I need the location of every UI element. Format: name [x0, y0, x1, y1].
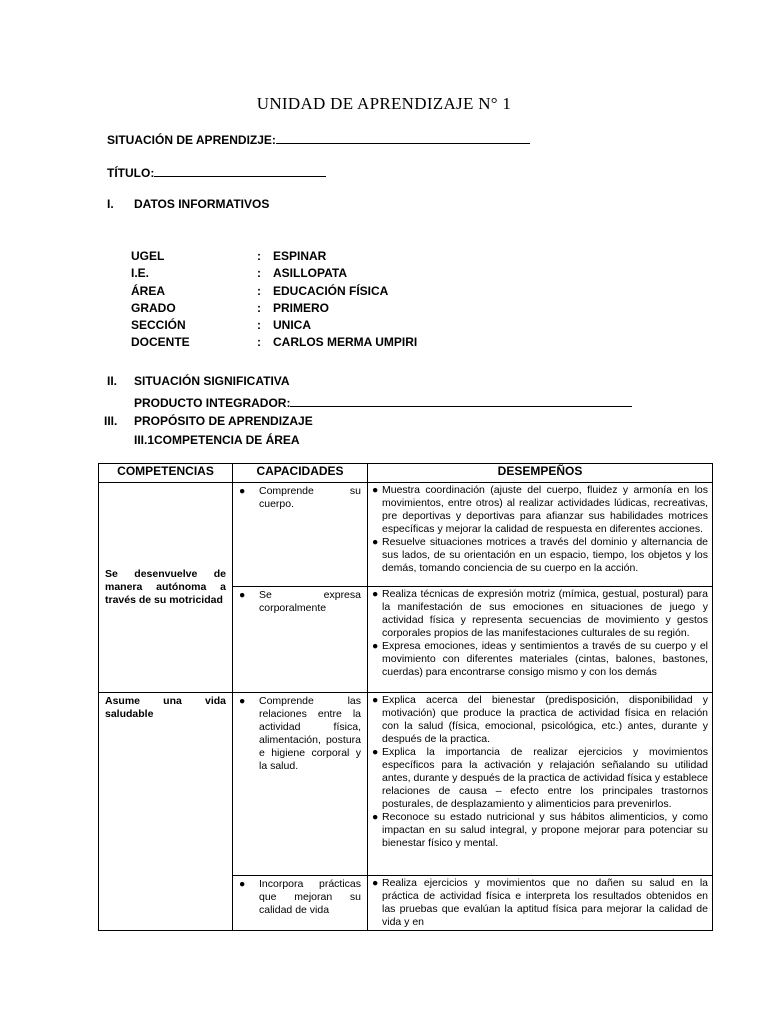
desempeno-text: Reconoce su estado nutricional y sus hábitos alimenticios, y como impactan en su salud integral, y propone mejorar para potenciar su bienestar físico y mental.	[382, 811, 708, 849]
info-sep: :	[257, 335, 261, 350]
info-label: ÁREA	[131, 283, 166, 298]
producto-line	[134, 395, 632, 410]
competencia-cell	[99, 483, 233, 693]
competencias-table	[98, 463, 713, 931]
bullet-icon: ●	[372, 640, 379, 652]
info-row-docente	[131, 334, 417, 351]
table-row	[99, 693, 713, 876]
capacidad-text: Comprende su cuerpo.	[259, 485, 361, 510]
capacidad-cell	[233, 876, 368, 931]
table-row	[99, 483, 713, 587]
desempeno-cell	[368, 483, 713, 587]
desempeno-text: Explica la importancia de realizar ejercicios y movimientos específicos para la activación y relajación señalando su utilidad antes, durante y después de la practica de actividad física y establece relaciones de causa – efecto entre los principales trastornos posturales, de desplazamiento y alimenticios para prevenirlos.	[382, 746, 708, 810]
info-label: SECCIÓN	[131, 318, 186, 333]
section-iii-heading	[104, 414, 313, 428]
titulo-label: TÍTULO:	[107, 166, 155, 180]
info-label: DOCENTE	[131, 335, 190, 350]
header-competencias: COMPETENCIAS	[99, 464, 233, 483]
titulo-line	[107, 165, 326, 180]
situacion-line	[107, 132, 530, 147]
info-value: ESPINAR	[273, 249, 327, 263]
info-sep: :	[257, 283, 261, 298]
desempeno-text: Muestra coordinación (ajuste del cuerpo, fluidez y armonía en los movimientos, entre otros) al realizar actividades lúdicas, recreativas, pre deportivas y deportivas para afianzar sus habilidades motrices específicas y mejorar la calidad de respuesta en diferentes acciones.	[382, 484, 708, 535]
capacidad-cell	[233, 483, 368, 587]
bullet-icon: ●	[372, 484, 379, 496]
desempeno-cell	[368, 876, 713, 931]
titulo-blank	[154, 165, 326, 177]
info-row-area	[131, 283, 417, 300]
desempeno-cell	[368, 587, 713, 693]
bullet-icon: ●	[372, 877, 379, 889]
info-value: CARLOS MERMA UMPIRI	[273, 335, 418, 350]
bullet-icon: ●	[372, 536, 379, 548]
info-value: UNICA	[273, 318, 311, 333]
desempeno-cell	[368, 693, 713, 876]
header-capacidades: CAPACIDADES	[233, 464, 368, 483]
info-row-ie	[131, 265, 417, 282]
info-sep: :	[257, 249, 261, 263]
producto-label: PRODUCTO INTEGRADOR:	[134, 396, 291, 410]
section-iii-label: PROPÓSITO DE APRENDIZAJE	[134, 414, 313, 428]
situacion-label: SITUACIÓN DE APRENDIZJE:	[107, 133, 276, 147]
section-i-heading	[107, 197, 269, 211]
section-i-number: I.	[107, 197, 114, 211]
section-ii-number: II.	[107, 374, 118, 388]
info-label: UGEL	[131, 249, 165, 263]
section-i-label: DATOS INFORMATIVOS	[134, 197, 270, 211]
info-label: GRADO	[131, 300, 176, 315]
bullet-icon: ●	[239, 589, 246, 601]
info-value: EDUCACIÓN FÍSICA	[273, 283, 389, 298]
bullet-icon: ●	[239, 485, 246, 497]
capacidad-text: Comprende las relaciones entre la actividad física, alimentación, postura e higiene corporal y la salud.	[259, 695, 361, 772]
desempeno-text: Expresa emociones, ideas y sentimientos a través de su cuerpo y el movimiento con diferentes materiales (cintas, balones, bastones, cuerdas) para encontrarse consigo mismo y con los demás	[382, 640, 708, 678]
info-row-grado	[131, 300, 417, 317]
desempeno-text: Realiza técnicas de expresión motriz (mímica, gestual, postural) para la manifestación de sus emociones en situaciones de juego y actividad física y representa secuencias de movimiento y gestos corporales propios de las manifestaciones culturales de su región.	[382, 588, 708, 639]
table-header-row	[99, 464, 713, 483]
info-sep: :	[257, 318, 261, 333]
producto-blank	[290, 395, 632, 407]
bullet-icon: ●	[372, 746, 379, 758]
info-value: PRIMERO	[273, 300, 330, 315]
page-title: UNIDAD DE APRENDIZAJE N° 1	[256, 94, 512, 113]
header-desempenos: DESEMPEÑOS	[368, 464, 713, 483]
bullet-icon: ●	[372, 588, 379, 600]
capacidad-text: Se expresa corporalmente	[259, 589, 361, 614]
desempeno-text: Realiza ejercicios y movimientos que no dañen su salud en la práctica de actividad física e interpreta los resultados obtenidos en las pruebas que evalúan la aptitud física para mejorar la calidad de vida y en	[382, 877, 708, 928]
section-ii-heading	[107, 374, 290, 388]
section-iii-number: III.	[104, 414, 118, 428]
info-label: I.E.	[131, 266, 150, 281]
capacidad-cell	[233, 693, 368, 876]
info-row-seccion	[131, 317, 417, 334]
competencia-cell	[99, 693, 233, 931]
section-iii-1-heading: III.1COMPETENCIA DE ÁREA	[134, 433, 300, 447]
bullet-icon: ●	[372, 811, 379, 823]
info-value: ASILLOPATA	[273, 266, 347, 281]
bullet-icon: ●	[239, 695, 246, 707]
competencia-text: Asume una vida saludable	[105, 695, 226, 720]
bullet-icon: ●	[239, 878, 246, 890]
capacidad-text: Incorpora prácticas que mejoran su calidad de vida	[259, 878, 361, 916]
competencia-text: Se desenvuelve de manera autónoma a través de su motricidad	[105, 568, 226, 606]
desempeno-text: Explica acerca del bienestar (predisposición, disponibilidad y motivación) que produce la practica de actividad física en relación con la salud (física, emocional, psicológica, etc.) antes, durante y después de la practica.	[382, 694, 708, 745]
desempeno-text: Resuelve situaciones motrices a través del dominio y alternancia de sus lados, de su orientación en un espacio, tiempo, los objetos y los demás, tomando conciencia de su cuerpo en la acción.	[382, 536, 708, 574]
info-sep: :	[257, 300, 261, 315]
info-sep: :	[257, 266, 261, 281]
situacion-blank	[276, 132, 530, 144]
info-row-ugel	[131, 248, 417, 265]
capacidad-cell	[233, 587, 368, 693]
section-ii-label: SITUACIÓN SIGNIFICATIVA	[134, 374, 290, 388]
datos-informativos	[131, 248, 417, 352]
bullet-icon: ●	[372, 694, 379, 706]
